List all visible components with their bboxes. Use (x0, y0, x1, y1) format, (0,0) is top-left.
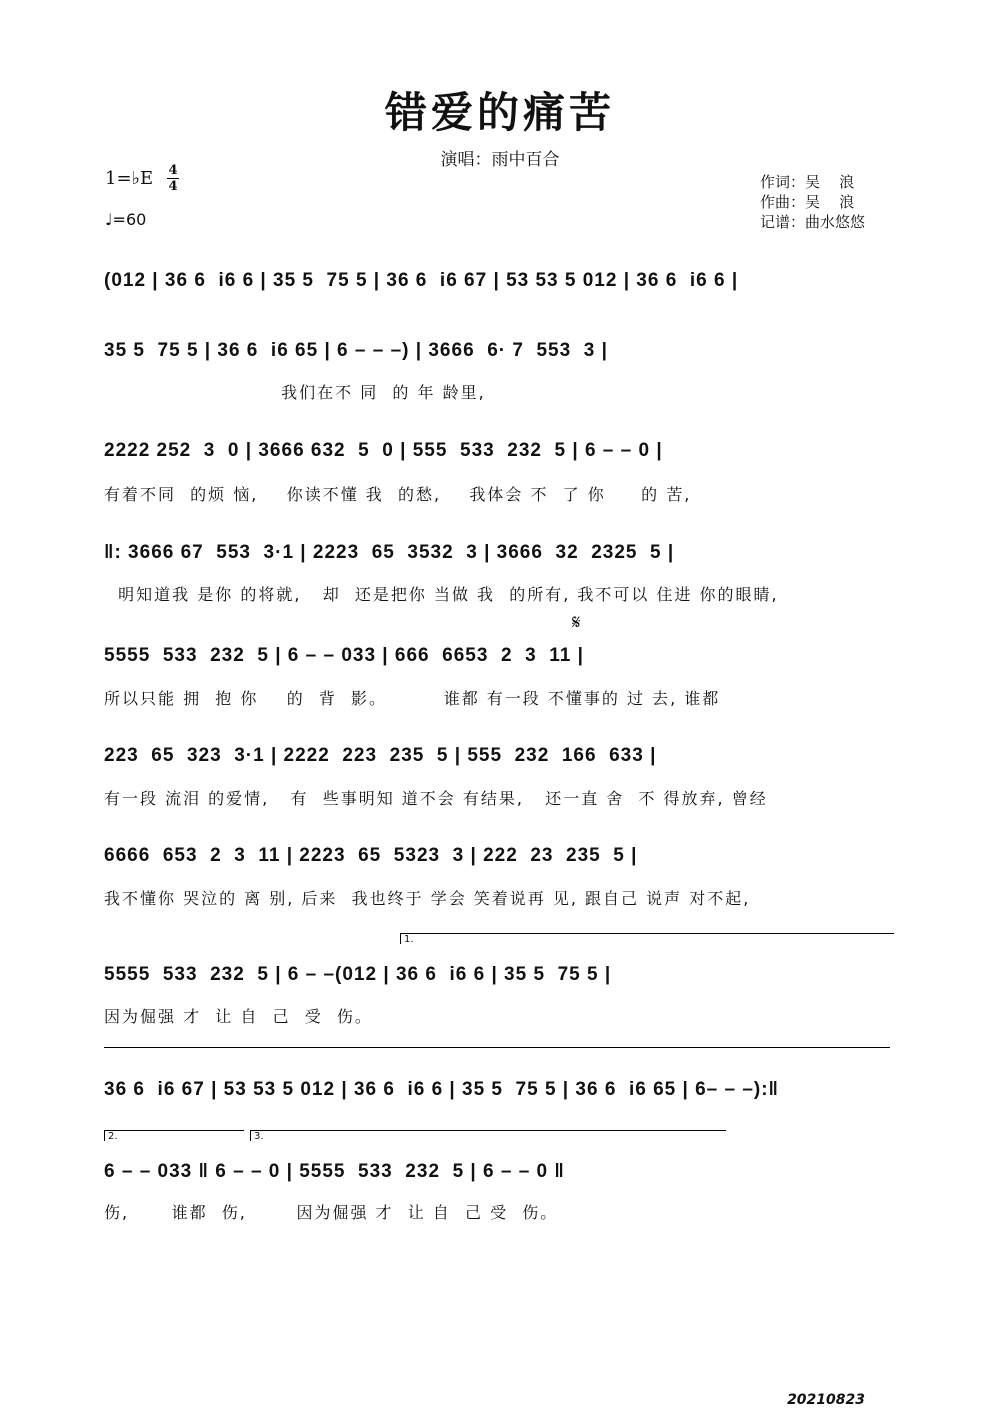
segno-sign: 𝄋 (572, 610, 581, 634)
notation-row-7: 6666 653 2 3 11 | 2223 65 5323 3 | 222 23 235 5 | (104, 845, 638, 866)
time-numerator: 4 (168, 163, 178, 178)
lyric-row-5: 所以只能 拥 抱 你 的 背 影。 谁都 有一段 不懂事的 过 去, 谁都 (104, 689, 721, 708)
key-signature: 1=♭E (105, 168, 154, 189)
notation-row-10: 6 – – 033 ‖ 6 – – 0 | 5555 533 232 5 | 6 – – 0 ‖ (104, 1161, 565, 1182)
tempo-marking: ♩=60 (105, 210, 147, 229)
transcriber-credit: 记谱：曲水悠悠 (760, 213, 866, 231)
volta-label-2: 2. (108, 1131, 118, 1142)
notation-row-5: 5555 533 232 5 | 6 – – 033 | 666 6653 2 3 11 | (104, 645, 584, 666)
notation-row-6: 223 65 323 3·1 | 2222 223 235 5 | 555 232 166 633 | (104, 745, 657, 766)
notation-row-8: 5555 533 232 5 | 6 – –(012 | 36 6 i6 6 | 35 5 75 5 | (104, 964, 612, 985)
lyric-row-2: 我们在不 同 的 年 龄里, (104, 383, 486, 402)
notation-row-3: 2222 252 3 0 | 3666 632 5 0 | 555 533 232 5 | 6 – – 0 | (104, 440, 663, 461)
lyric-row-6: 有一段 流泪 的爱情, 有 些事明知 道不会 有结果, 还一直 舍 不 得放弃, 曾经 (104, 789, 768, 808)
singer-credit: 演唱：雨中百合 (440, 150, 560, 170)
lyric-row-8: 因为倔强 才 让 自 己 受 伤。 (104, 1007, 373, 1026)
date-stamp: 20210823 (787, 1392, 865, 1408)
credits (760, 172, 865, 232)
composer-credit: 作曲：吴 浪 (760, 193, 855, 211)
volta-bracket-2 (104, 1130, 244, 1141)
notation-row-9: 36 6 i6 67 | 53 53 5 012 | 36 6 i6 6 | 35 5 75 5 | 36 6 i6 65 | 6– – –):‖ (104, 1079, 780, 1100)
volta-continuation (104, 1047, 890, 1048)
time-denominator: 4 (168, 179, 178, 194)
volta-label-3: 3. (254, 1131, 264, 1142)
song-title: 错爱的痛苦 (384, 88, 615, 137)
lyric-row-4: 明知道我 是你 的将就, 却 还是把你 当做 我 的所有, 我不可以 住进 你的眼睛, (104, 585, 779, 604)
notation-row-4: ‖: 3666 67 553 3·1 | 2223 65 3532 3 | 3666 32 2325 5 | (104, 542, 675, 563)
time-signature (167, 164, 179, 193)
lyric-row-3: 有着不同 的烦 恼, 你读不懂 我 的愁, 我体会 不 了 你 的 苦, (104, 485, 692, 504)
lyric-row-10: 伤, 谁都 伤, 因为倔强 才 让 自 己 受 伤。 (104, 1203, 559, 1222)
volta-bracket-3 (250, 1130, 726, 1141)
lyric-row-7: 我不懂你 哭泣的 离 别, 后来 我也终于 学会 笑着说再 见, 跟自己 说声 对不起, (104, 889, 751, 908)
notation-row-1: (012 | 36 6 i6 6 | 35 5 75 5 | 36 6 i6 67 | 53 53 5 012 | 36 6 i6 6 | (104, 270, 739, 291)
volta-label-1: 1. (404, 934, 414, 945)
volta-bracket-1 (400, 933, 894, 944)
lyricist-credit: 作词：吴 浪 (760, 173, 855, 191)
notation-row-2: 35 5 75 5 | 36 6 i6 65 | 6 – – –) | 3666 6· 7 553 3 | (104, 340, 608, 361)
